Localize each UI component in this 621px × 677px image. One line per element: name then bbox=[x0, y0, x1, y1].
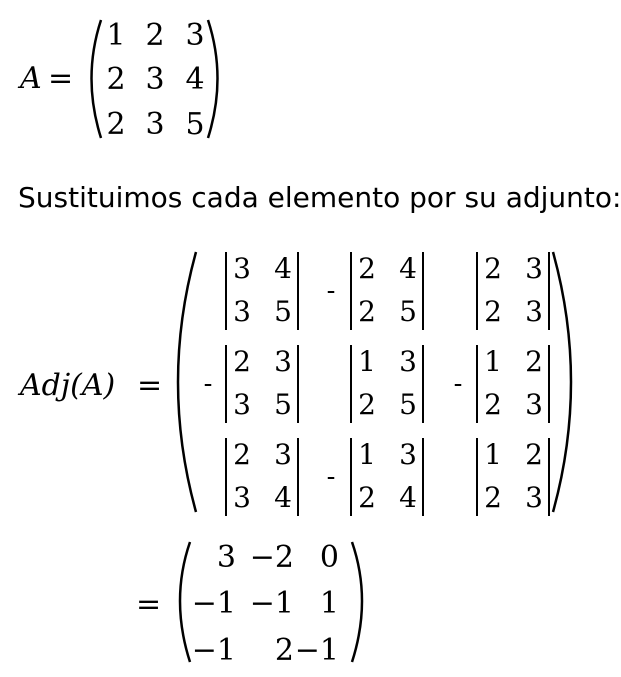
minor-entry: 3 bbox=[525, 388, 543, 421]
minor-entry: 3 bbox=[233, 252, 251, 285]
minor-entry: 1 bbox=[484, 438, 502, 471]
cofactor-sign: - bbox=[326, 276, 336, 306]
result-cell: −1 bbox=[249, 586, 294, 621]
minor-entry: 4 bbox=[399, 481, 417, 514]
minor-entry: 5 bbox=[399, 295, 417, 328]
minor-entry: 4 bbox=[399, 252, 417, 285]
result-cell: −1 bbox=[191, 586, 236, 621]
result-cells bbox=[192, 540, 339, 668]
minor-entry: 4 bbox=[274, 481, 292, 514]
result-cell: −2 bbox=[249, 540, 294, 575]
adjugate-equation bbox=[17, 252, 571, 516]
minor-entry: 5 bbox=[399, 388, 417, 421]
adjugate-cells bbox=[204, 252, 549, 516]
minor-entry: 3 bbox=[233, 388, 251, 421]
matrix-a-cell: 1 bbox=[106, 18, 126, 53]
minor-entry: 2 bbox=[358, 295, 376, 328]
minor-entry: 3 bbox=[399, 438, 417, 471]
minor-entry: 2 bbox=[358, 252, 376, 285]
minor-entry: 1 bbox=[358, 438, 376, 471]
result-cell: 3 bbox=[216, 540, 236, 575]
minor-entry: 3 bbox=[274, 438, 292, 471]
adjugate-equals: = bbox=[137, 368, 163, 403]
minor-entry: 5 bbox=[274, 388, 292, 421]
result-cell: 0 bbox=[319, 540, 339, 575]
matrix-a-right-paren bbox=[208, 20, 218, 138]
minor-entry: 3 bbox=[525, 295, 543, 328]
adjugate-left-paren bbox=[178, 252, 196, 512]
result-cell: −1 bbox=[294, 633, 339, 668]
minor-entry: 2 bbox=[484, 481, 502, 514]
minor-entry: 2 bbox=[233, 345, 251, 378]
adjugate-lhs: Adj(A) bbox=[20, 368, 116, 403]
minor-entry: 2 bbox=[233, 438, 251, 471]
matrix-a-cell: 4 bbox=[185, 62, 205, 97]
matrix-a-cell: 2 bbox=[106, 62, 126, 97]
matrix-a-cell: 2 bbox=[106, 107, 126, 142]
instruction-sentence: Sustituimos cada elemento por su adjunto: bbox=[18, 181, 621, 214]
minor-entry: 1 bbox=[358, 345, 376, 378]
matrix-a-equation bbox=[17, 18, 218, 142]
minor-entry: 2 bbox=[525, 438, 543, 471]
matrix-a-cell: 3 bbox=[185, 18, 205, 53]
minor-entry: 1 bbox=[484, 345, 502, 378]
minor-entry: 3 bbox=[233, 295, 251, 328]
result-cell: 1 bbox=[319, 586, 339, 621]
matrix-a-cell: 5 bbox=[185, 107, 205, 142]
matrix-a-cell: 3 bbox=[145, 62, 165, 97]
adjugate-right-paren bbox=[553, 252, 571, 512]
result-right-paren bbox=[352, 542, 362, 662]
cofactor-sign: - bbox=[453, 369, 463, 399]
result-cell: −1 bbox=[191, 633, 236, 668]
result-left-paren bbox=[180, 542, 190, 662]
minor-entry: 3 bbox=[525, 481, 543, 514]
minor-entry: 3 bbox=[399, 345, 417, 378]
minor-entry: 2 bbox=[358, 388, 376, 421]
matrix-a-cell: 2 bbox=[145, 18, 165, 53]
result-equals: = bbox=[136, 587, 162, 622]
matrix-a-equals: = bbox=[48, 61, 74, 96]
matrix-a-cells bbox=[106, 18, 204, 142]
cofactor-sign: - bbox=[326, 462, 336, 492]
minor-entry: 2 bbox=[525, 345, 543, 378]
cofactor-sign: - bbox=[203, 369, 213, 399]
matrix-a-name: A bbox=[20, 61, 42, 96]
minor-entry: 2 bbox=[484, 295, 502, 328]
minor-entry: 2 bbox=[484, 252, 502, 285]
minor-entry: 3 bbox=[274, 345, 292, 378]
minor-entry: 2 bbox=[484, 388, 502, 421]
minor-entry: 4 bbox=[274, 252, 292, 285]
minor-entry: 2 bbox=[358, 481, 376, 514]
minor-entry: 5 bbox=[274, 295, 292, 328]
minor-entry: 3 bbox=[233, 481, 251, 514]
matrix-a-left-paren bbox=[92, 20, 102, 138]
matrix-a-cell: 3 bbox=[145, 107, 165, 142]
minor-entry: 3 bbox=[525, 252, 543, 285]
result-equation bbox=[136, 540, 362, 668]
result-cell: 2 bbox=[274, 633, 294, 668]
